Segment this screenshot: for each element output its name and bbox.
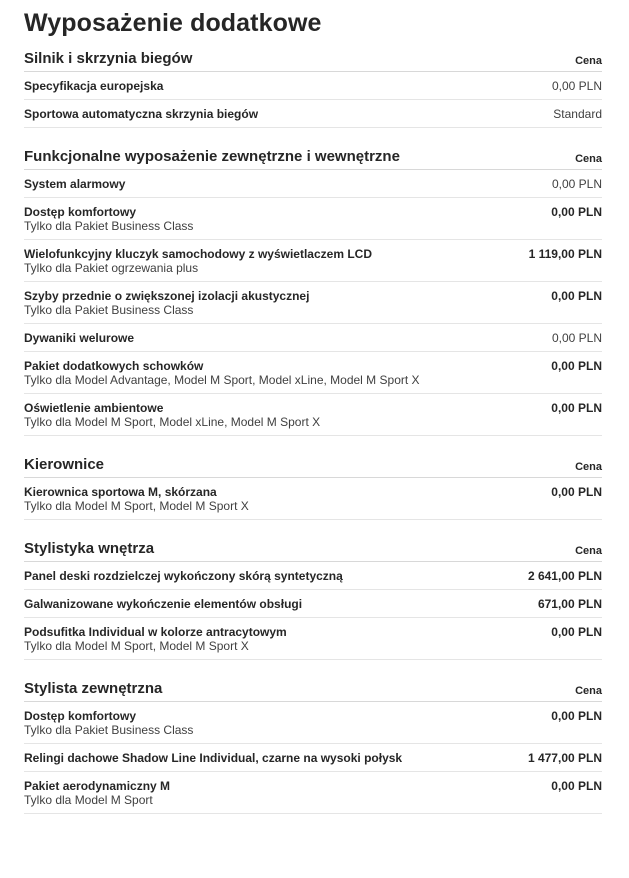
price-column-header: Cena bbox=[575, 685, 602, 697]
equipment-price: 0,00 PLN bbox=[551, 289, 602, 303]
sections-container bbox=[24, 50, 602, 814]
equipment-info bbox=[24, 205, 193, 233]
price-column-header: Cena bbox=[575, 545, 602, 557]
equipment-row bbox=[24, 352, 602, 394]
section-title: Funkcjonalne wyposażenie zewnętrzne i wewnętrzne bbox=[24, 148, 400, 165]
equipment-row bbox=[24, 618, 602, 660]
equipment-row bbox=[24, 324, 602, 352]
equipment-row bbox=[24, 772, 602, 814]
price-column-header: Cena bbox=[575, 55, 602, 67]
equipment-name: System alarmowy bbox=[24, 177, 126, 191]
equipment-price: 0,00 PLN bbox=[551, 359, 602, 373]
equipment-name: Pakiet aerodynamiczny M bbox=[24, 779, 171, 793]
equipment-info bbox=[24, 597, 302, 611]
section-header bbox=[24, 456, 602, 478]
equipment-price: 0,00 PLN bbox=[551, 205, 602, 219]
equipment-row bbox=[24, 282, 602, 324]
equipment-price: 2 641,00 PLN bbox=[527, 569, 602, 583]
equipment-name: Pakiet dodatkowych schowków bbox=[24, 359, 204, 373]
section bbox=[24, 680, 602, 814]
section-title: Kierownice bbox=[24, 456, 105, 473]
equipment-info bbox=[24, 359, 420, 387]
equipment-name: Galwanizowane wykończenie elementów obsługi bbox=[24, 597, 303, 611]
equipment-info bbox=[24, 569, 343, 583]
equipment-row bbox=[24, 100, 602, 128]
equipment-price: 0,00 PLN bbox=[551, 401, 602, 415]
equipment-info bbox=[24, 247, 372, 275]
equipment-availability-note: Tylko dla Pakiet ogrzewania plus bbox=[24, 261, 199, 275]
section-header bbox=[24, 540, 602, 562]
equipment-name: Specyfikacja europejska bbox=[24, 79, 164, 93]
equipment-name: Panel deski rozdzielczej wykończony skórą syntetyczną bbox=[24, 569, 343, 583]
equipment-name: Oświetlenie ambientowe bbox=[24, 401, 164, 415]
equipment-info bbox=[24, 177, 125, 191]
equipment-price: 0,00 PLN bbox=[551, 779, 602, 793]
equipment-availability-note: Tylko dla Model M Sport, Model M Sport X bbox=[24, 499, 249, 513]
equipment-row bbox=[24, 394, 602, 436]
section bbox=[24, 540, 602, 660]
section-header bbox=[24, 148, 602, 170]
equipment-price: 671,00 PLN bbox=[537, 597, 602, 611]
equipment-row bbox=[24, 702, 602, 744]
section-title: Silnik i skrzynia biegów bbox=[24, 50, 193, 67]
equipment-name: Sportowa automatyczna skrzynia biegów bbox=[24, 107, 259, 121]
equipment-row bbox=[24, 590, 602, 618]
equipment-name: Podsufitka Individual w kolorze antracytowym bbox=[24, 625, 287, 639]
equipment-price: 0,00 PLN bbox=[551, 331, 602, 345]
equipment-availability-note: Tylko dla Pakiet Business Class bbox=[24, 219, 194, 233]
equipment-price: 1 119,00 PLN bbox=[528, 247, 602, 261]
equipment-name: Dywaniki welurowe bbox=[24, 331, 135, 345]
equipment-info bbox=[24, 709, 193, 737]
section-header bbox=[24, 50, 602, 72]
equipment-availability-note: Tylko dla Pakiet Business Class bbox=[24, 723, 194, 737]
equipment-price: 0,00 PLN bbox=[551, 177, 602, 191]
equipment-price: Standard bbox=[553, 107, 602, 121]
page-title: Wyposażenie dodatkowe bbox=[24, 9, 322, 37]
equipment-info bbox=[24, 751, 402, 765]
equipment-row bbox=[24, 72, 602, 100]
equipment-info bbox=[24, 401, 320, 429]
equipment-name: Wielofunkcyjny kluczyk samochodowy z wyświetlaczem LCD bbox=[24, 247, 372, 261]
section-title: Stylistyka wnętrza bbox=[24, 540, 155, 557]
equipment-info bbox=[24, 107, 258, 121]
price-column-header: Cena bbox=[575, 153, 602, 165]
equipment-name: Szyby przednie o zwiększonej izolacji akustycznej bbox=[24, 289, 310, 303]
equipment-price: 0,00 PLN bbox=[551, 79, 602, 93]
equipment-availability-note: Tylko dla Model M Sport bbox=[24, 793, 153, 807]
equipment-row bbox=[24, 744, 602, 772]
section-header bbox=[24, 680, 602, 702]
section bbox=[24, 148, 602, 436]
equipment-row bbox=[24, 170, 602, 198]
equipment-availability-note: Tylko dla Model M Sport, Model M Sport X bbox=[24, 639, 249, 653]
equipment-info bbox=[24, 289, 309, 317]
equipment-name: Relingi dachowe Shadow Line Individual, czarne na wysoki połysk bbox=[24, 751, 403, 765]
equipment-name: Dostęp komfortowy bbox=[24, 205, 137, 219]
equipment-info bbox=[24, 485, 249, 513]
equipment-name: Kierownica sportowa M, skórzana bbox=[24, 485, 217, 499]
equipment-price: 0,00 PLN bbox=[551, 485, 602, 499]
price-column-header: Cena bbox=[575, 461, 602, 473]
section-title: Stylista zewnętrzna bbox=[24, 680, 163, 697]
equipment-price: 0,00 PLN bbox=[551, 709, 602, 723]
equipment-info bbox=[24, 625, 287, 653]
equipment-row bbox=[24, 240, 602, 282]
equipment-row bbox=[24, 198, 602, 240]
equipment-price: 1 477,00 PLN bbox=[527, 751, 602, 765]
equipment-info bbox=[24, 79, 163, 93]
equipment-info bbox=[24, 331, 134, 345]
equipment-info bbox=[24, 779, 170, 807]
equipment-availability-note: Tylko dla Model M Sport, Model xLine, Model M Sport X bbox=[24, 415, 321, 429]
equipment-row bbox=[24, 478, 602, 520]
equipment-price: 0,00 PLN bbox=[551, 625, 602, 639]
section bbox=[24, 456, 602, 520]
equipment-availability-note: Tylko dla Model Advantage, Model M Sport, Model xLine, Model M Sport X bbox=[24, 373, 420, 387]
equipment-row bbox=[24, 562, 602, 590]
equipment-availability-note: Tylko dla Pakiet Business Class bbox=[24, 303, 194, 317]
equipment-name: Dostęp komfortowy bbox=[24, 709, 137, 723]
section bbox=[24, 50, 602, 128]
